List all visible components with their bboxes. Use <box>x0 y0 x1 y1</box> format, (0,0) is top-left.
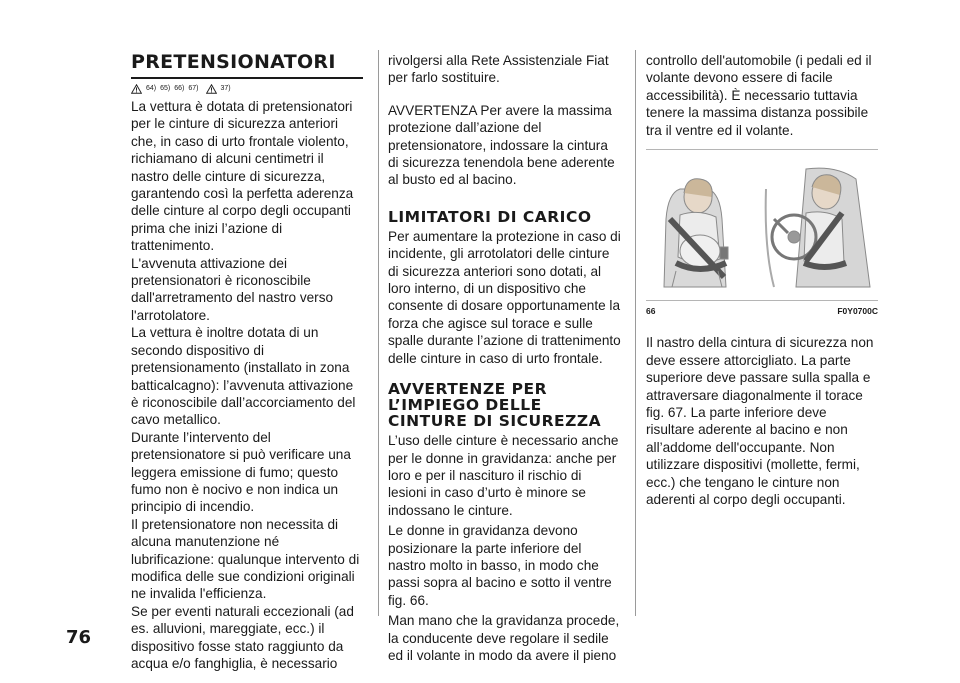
pregnant-woman-seated-figure <box>664 179 728 287</box>
paragraph: Per aumentare la protezione in caso di incidente, gli arrotolatori delle cinture di sicurezza anteriori sono dotati, al loro interno, di un dispositivo che consente di dosare opportunamente la forza che agisce sul torace e sulle spalle durante l’azione di trattenimento delle cinture in caso di urto frontale. <box>388 228 621 366</box>
column-divider-1 <box>378 50 379 616</box>
paragraph: rivolgersi alla Rete Assistenziale Fiat per farlo sostituire. <box>388 53 609 86</box>
column-1 <box>131 52 363 672</box>
warning-ref: 66) <box>174 85 185 92</box>
warning-ref: 65) <box>160 85 171 92</box>
driver-seated-figure <box>766 168 870 287</box>
column-divider-2 <box>635 50 636 616</box>
title-underline <box>131 77 363 79</box>
warning-triangle-icon <box>131 84 142 94</box>
paragraph: controllo dell'automobile (i pedali ed il volante devono essere di facile accessibilità). È necessario tuttavia tenere la massima distanza possibile tra il ventre ed il volante. <box>646 53 872 138</box>
paragraph: Se per eventi naturali eccezionali (ad es. alluvioni, mareggiate, ecc.) il dispositivo fosse stato raggiunto da acqua e/o fanghiglia, è necessario <box>131 603 354 671</box>
warning-ref: 37) <box>220 85 231 92</box>
paragraph: La vettura è inoltre dotata di un secondo dispositivo di pretensionamento (installato in zona batticalcagno): l’avvenuta attivazione è riconoscibile dall’accorciamento del cavo metallico. <box>131 325 356 428</box>
figure-66 <box>646 149 878 301</box>
section-heading-avvertenze: AVVERTENZE PER L’IMPIEGO DELLE CINTURE DI SICUREZZA <box>388 380 602 431</box>
column-3 <box>646 52 878 509</box>
paragraph: Durante l’intervento del pretensionatore si può verificare una leggera emissione di fumo; questo fumo non è nocivo e non indica un principio di incendio. <box>131 429 351 515</box>
warning-ref: 67) <box>188 85 199 92</box>
figure-number: 66 <box>646 306 656 317</box>
page-number: 76 <box>66 627 92 648</box>
paragraph: Man mano che la gravidanza procede, la conducente deve regolare il sedile ed il volante in modo da avere il pieno <box>388 613 620 663</box>
figure-caption <box>646 303 878 320</box>
avvertenza-note: AVVERTENZA Per avere la massima protezione dall’azione del pretensionatore, indossare la cintura di sicurezza tenendola bene aderente al busto ed al bacino. <box>388 102 615 188</box>
warning-ref: 64) <box>146 85 157 92</box>
paragraph: Le donne in gravidanza devono posizionare la parte inferiore del nastro molto in basso, in modo che passi sopra al bacino e sotto il ventre fig. 66. <box>388 523 612 608</box>
figure-code: F0Y0700C <box>837 306 878 317</box>
section-heading-limitatori: LIMITATORI DI CARICO <box>388 207 592 226</box>
paragraph: L'avvenuta attivazione dei pretensionatori è riconoscibile dall'arretramento del nastro verso l'arrotolatore. <box>131 255 334 323</box>
section-side-title <box>62 52 132 207</box>
paragraph: Il nastro della cintura di sicurezza non deve essere attorcigliato. La parte superiore deve passare sulla spalla e attraversare diagonalmente il torace fig. 67. La parte inferiore deve risultare aderente al bacino e non all’addome dell'occupante. Non utilizzare dispositivi (mollette, fermi, ecc.) che tengano le cinture non aderenti al corpo degli occupanti. <box>646 335 874 508</box>
warning-references <box>131 84 363 94</box>
caution-triangle-icon <box>206 84 217 94</box>
paragraph: L’uso delle cinture è necessario anche per le donne in gravidanza: anche per loro e per il nascituro il rischio di lesioni in caso d’urto è minore se indossano le cinture. <box>388 433 619 518</box>
column-2 <box>388 52 622 664</box>
paragraph: La vettura è dotata di pretensionatori per le cinture di sicurezza anteriori che, in caso di urto frontale violento, richiamano di alcuni centimetri il nastro delle cinture di sicurezza, garantendo così la perfetta aderenza delle cinture al corpo degli occupanti prima che inizi l’azione di trattenimento. <box>131 99 354 254</box>
seatbelt-illustration <box>646 159 878 291</box>
section-title: PRETENSIONATORI <box>131 51 336 73</box>
paragraph: Il pretensionatore non necessita di alcuna manutenzione né lubrificazione: qualunque intervento di modifica delle sue condizioni originali ne invalida l'efficienza. <box>131 516 360 602</box>
